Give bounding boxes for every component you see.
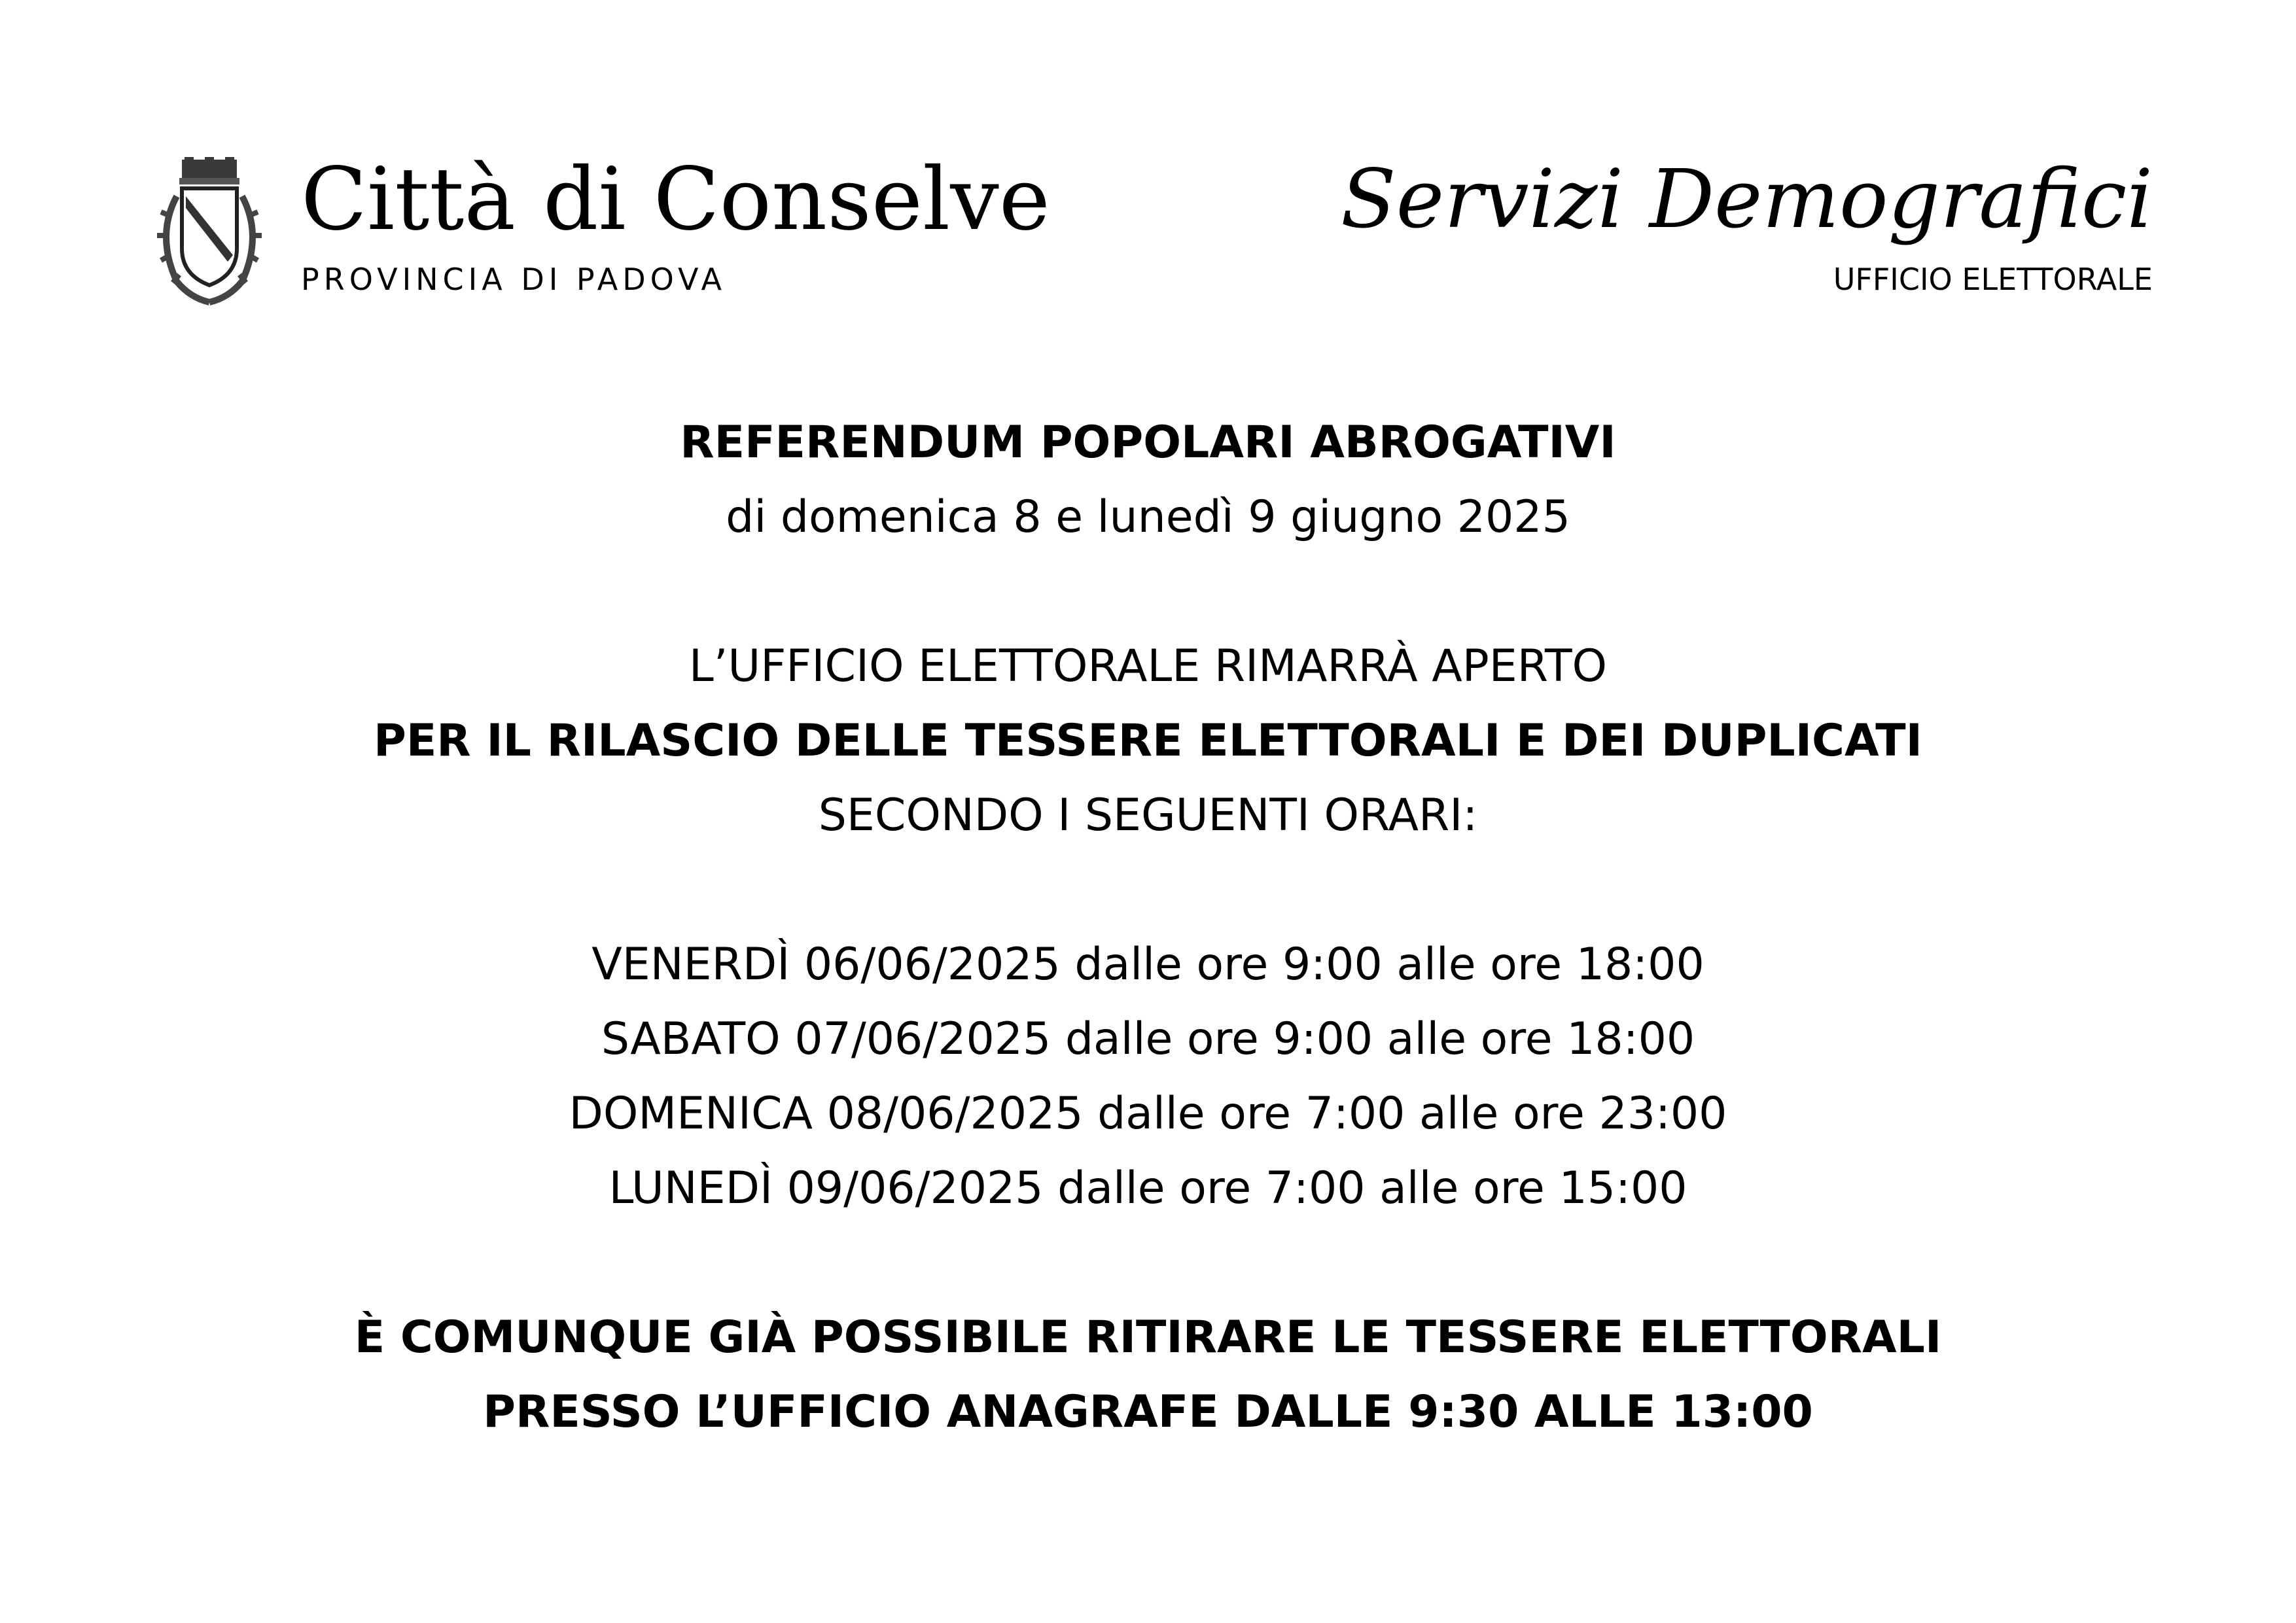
municipal-crest-icon: [150, 157, 268, 307]
organization-province: PROVINCIA DI PADOVA: [301, 262, 727, 297]
notice-title: REFERENDUM POPOLARI ABROGATIVI: [680, 417, 1616, 468]
closing-line: PRESSO L’UFFICIO ANAGRAFE DALLE 9:30 ALLE 13:00: [483, 1386, 1813, 1438]
schedule-item: DOMENICA 08/06/2025 dalle ore 7:00 alle ore 23:00: [569, 1088, 1727, 1140]
notice-date-line: di domenica 8 e lunedì 9 giugno 2025: [726, 491, 1570, 543]
organization-block: [301, 150, 1050, 297]
notice-body: [0, 406, 2296, 1450]
office-open-line: L’UFFICIO ELETTORALE RIMARRÀ APERTO: [688, 640, 1608, 692]
schedule-item: LUNEDÌ 09/06/2025 dalle ore 7:00 alle ore 15:00: [609, 1162, 1687, 1214]
schedule-item: VENERDÌ 06/06/2025 dalle ore 9:00 alle ore 18:00: [592, 939, 1704, 990]
closing-line: È COMUNQUE GIÀ POSSIBILE RITIRARE LE TESSERE ELETTORALI: [354, 1312, 1942, 1363]
organization-name: Città di Conselve: [301, 149, 1050, 250]
purpose-line: PER IL RILASCIO DELLE TESSERE ELETTORALI E DEI DUPLICATI: [374, 715, 1922, 767]
department-name: Servizi Demografici: [1340, 152, 2153, 247]
department-block: [1341, 150, 2153, 297]
document-header: [150, 150, 2153, 307]
schedule-intro: SECONDO I SEGUENTI ORARI:: [818, 790, 1478, 841]
department-office: UFFICIO ELETTORALE: [1833, 262, 2153, 297]
schedule-item: SABATO 07/06/2025 dalle ore 9:00 alle ore 18:00: [601, 1013, 1695, 1065]
